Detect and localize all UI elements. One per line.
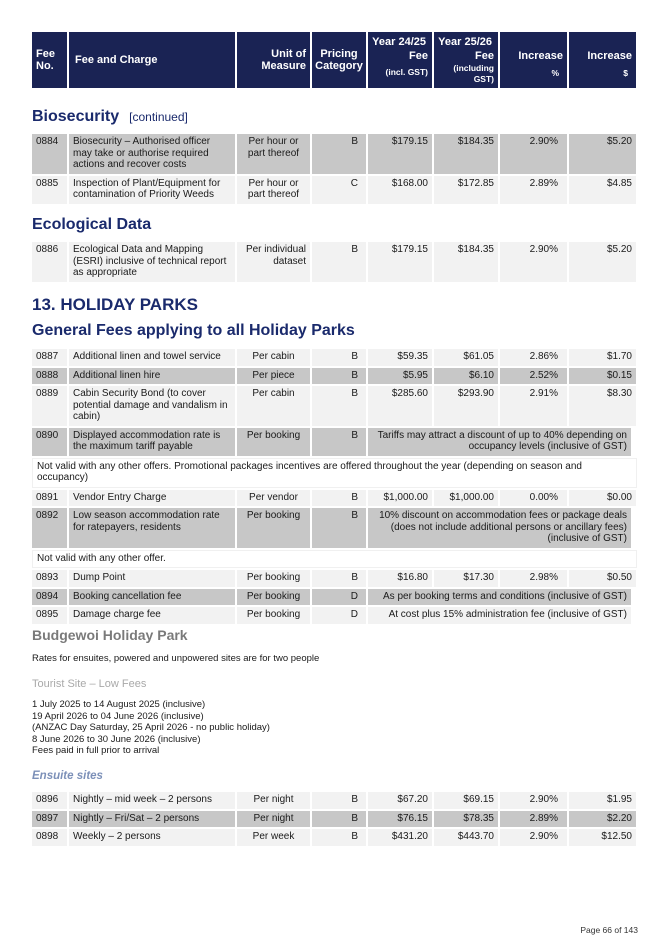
fee-description: Damage charge fee <box>69 607 235 624</box>
fee-description: Dump Point <box>69 570 235 587</box>
header-year2-label: Year 25/26 <box>438 36 492 48</box>
fee-note: At cost plus 15% administration fee (inclusive of GST) <box>368 607 631 624</box>
fee-description: Additional linen and towel service <box>69 349 235 366</box>
fee-no: 0888 <box>32 368 67 385</box>
fee-no: 0884 <box>32 134 67 174</box>
header-unit-of-measure: Unit of Measure <box>237 32 310 88</box>
fee-2526: $69.15 <box>434 792 498 809</box>
fee-2526: $443.70 <box>434 829 498 846</box>
increase-amt: $0.15 <box>569 368 636 385</box>
pricing-category: B <box>312 386 366 426</box>
increase-amt: $4.85 <box>569 176 636 204</box>
fee-no: 0893 <box>32 570 67 587</box>
increase-amt: $8.30 <box>569 386 636 426</box>
increase-amt: $1.95 <box>569 792 636 809</box>
increase-amt: $1.70 <box>569 349 636 366</box>
pricing-category: B <box>312 792 366 809</box>
date-line: 19 April 2026 to 04 June 2026 (inclusive) <box>32 710 204 722</box>
table-row <box>32 368 637 387</box>
page <box>32 32 637 842</box>
header-increase-pct-label: Increase <box>518 50 563 62</box>
tourist-site-dates <box>32 699 270 757</box>
header-year2-sub: (including GST) <box>453 63 494 84</box>
unit-of-measure: Per booking <box>237 508 310 548</box>
fee-2526: $172.85 <box>434 176 498 204</box>
fee-description: Nightly – mid week – 2 persons <box>69 792 235 809</box>
section-title-general-fees: General Fees applying to all Holiday Parks <box>32 322 355 339</box>
fee-2425: $168.00 <box>368 176 432 204</box>
table-row <box>32 607 637 626</box>
continued-label: [continued] <box>129 110 188 124</box>
offer-note: Not valid with any other offers. Promotional packages incentives are offered throughout the year (depending on season and occupancy) <box>32 458 637 488</box>
unit-of-measure: Per hour or part thereof <box>237 134 310 174</box>
pricing-category: B <box>312 570 366 587</box>
header-increase-amt <box>569 32 636 88</box>
fee-description: Additional linen hire <box>69 368 235 385</box>
unit-of-measure: Per hour or part thereof <box>237 176 310 204</box>
increase-amt: $0.00 <box>569 490 636 507</box>
ensuite-sites-title: Ensuite sites <box>32 770 103 782</box>
fee-2425: $76.15 <box>368 811 432 828</box>
table-row <box>32 490 637 509</box>
increase-pct: 2.86% <box>500 349 567 366</box>
increase-pct: 2.98% <box>500 570 567 587</box>
table-row <box>32 792 637 811</box>
section-title-holiday-parks: 13. HOLIDAY PARKS <box>32 295 198 314</box>
fee-no: 0889 <box>32 386 67 426</box>
pricing-category: B <box>312 829 366 846</box>
section-title-ecological: Ecological Data <box>32 216 152 233</box>
header-year1-sub: (incl. GST) <box>385 67 428 77</box>
table-row <box>32 386 637 428</box>
fee-2425: $179.15 <box>368 242 432 282</box>
increase-pct: 2.90% <box>500 792 567 809</box>
fee-description: Nightly – Fri/Sat – 2 persons <box>69 811 235 828</box>
fee-2425: $59.35 <box>368 349 432 366</box>
increase-pct: 2.90% <box>500 134 567 174</box>
increase-pct: 2.90% <box>500 242 567 282</box>
fee-note: Tariffs may attract a discount of up to 40% depending on occupancy levels (inclusive of GST) <box>368 428 631 456</box>
fee-2526: $1,000.00 <box>434 490 498 507</box>
fee-2526: $78.35 <box>434 811 498 828</box>
unit-of-measure: Per booking <box>237 607 310 624</box>
pricing-category: B <box>312 368 366 385</box>
increase-amt: $5.20 <box>569 134 636 174</box>
date-line: (ANZAC Day Saturday, 25 April 2026 - no public holiday) <box>32 722 270 733</box>
fee-no: 0891 <box>32 490 67 507</box>
general-fees-table <box>32 349 637 626</box>
fee-description: Cabin Security Bond (to cover potential damage and vandalism in cabin) <box>69 386 235 426</box>
fee-2526: $184.35 <box>434 242 498 282</box>
fee-no: 0898 <box>32 829 67 846</box>
budgewoi-intro: Rates for ensuites, powered and unpowered sites are for two people <box>32 653 320 664</box>
header-pricing-category: Pricing Category <box>312 32 366 88</box>
fee-no: 0886 <box>32 242 67 282</box>
pricing-category: C <box>312 176 366 204</box>
fee-2425: $1,000.00 <box>368 490 432 507</box>
table-row <box>32 349 637 368</box>
increase-pct: 2.52% <box>500 368 567 385</box>
fee-2526: $61.05 <box>434 349 498 366</box>
header-fee-no: Fee No. <box>32 32 67 88</box>
header-fee-and-charge: Fee and Charge <box>69 32 235 88</box>
date-line: 1 July 2025 to 14 August 2025 (inclusive) <box>32 699 206 710</box>
ecological-table <box>32 242 637 284</box>
fee-no: 0894 <box>32 589 67 606</box>
table-row <box>32 508 637 550</box>
offer-note: Not valid with any other offer. <box>32 550 637 569</box>
fee-description: Ecological Data and Mapping (ESRI) inclusive of technical report as appropriate <box>69 242 235 282</box>
pricing-category: D <box>312 607 366 624</box>
increase-pct: 2.89% <box>500 176 567 204</box>
table-row <box>32 242 637 284</box>
increase-pct: 2.89% <box>500 811 567 828</box>
increase-amt: $5.20 <box>569 242 636 282</box>
fee-no: 0896 <box>32 792 67 809</box>
unit-of-measure: Per booking <box>237 589 310 606</box>
increase-pct: 0.00% <box>500 490 567 507</box>
fee-description: Biosecurity – Authorised officer may take or authorise required actions and recover costs <box>69 134 235 174</box>
table-row <box>32 176 637 206</box>
fee-no: 0885 <box>32 176 67 204</box>
fee-no: 0890 <box>32 428 67 456</box>
fee-no: 0895 <box>32 607 67 624</box>
unit-of-measure: Per night <box>237 811 310 828</box>
fee-2526: $6.10 <box>434 368 498 385</box>
fee-no: 0892 <box>32 508 67 548</box>
fee-2425: $179.15 <box>368 134 432 174</box>
pricing-category: B <box>312 134 366 174</box>
fee-2425: $431.20 <box>368 829 432 846</box>
fee-2425: $67.20 <box>368 792 432 809</box>
date-line: Fees paid in full prior to arrival <box>32 745 160 756</box>
header-increase-amt-label: Increase <box>587 50 632 62</box>
ensuite-table <box>32 792 637 848</box>
table-row <box>32 589 637 608</box>
fee-description: Vendor Entry Charge <box>69 490 235 507</box>
section-title-biosecurity <box>32 108 188 126</box>
fee-description: Weekly – 2 persons <box>69 829 235 846</box>
unit-of-measure: Per cabin <box>237 386 310 426</box>
increase-amt: $0.50 <box>569 570 636 587</box>
biosecurity-title: Biosecurity <box>32 108 120 125</box>
table-row <box>32 428 637 458</box>
fee-no: 0887 <box>32 349 67 366</box>
header-year1-fee: Fee <box>409 50 428 62</box>
header-year-2425 <box>368 32 432 88</box>
unit-of-measure: Per vendor <box>237 490 310 507</box>
unit-of-measure: Per week <box>237 829 310 846</box>
unit-of-measure: Per booking <box>237 428 310 456</box>
fee-description: Displayed accommodation rate is the maximum tariff payable <box>69 428 235 456</box>
table-row <box>32 134 637 176</box>
pricing-category: B <box>312 490 366 507</box>
fee-note: 10% discount on accommodation fees or package deals (does not include additional persons or ancillary fees) (inclusive of GST) <box>368 508 631 548</box>
pricing-category: D <box>312 589 366 606</box>
unit-of-measure: Per cabin <box>237 349 310 366</box>
increase-pct: 2.91% <box>500 386 567 426</box>
budgewoi-title: Budgewoi Holiday Park <box>32 627 188 643</box>
fee-note: As per booking terms and conditions (inclusive of GST) <box>368 589 631 606</box>
fee-2526: $293.90 <box>434 386 498 426</box>
fee-no: 0897 <box>32 811 67 828</box>
table-row <box>32 570 637 589</box>
fee-2526: $184.35 <box>434 134 498 174</box>
increase-amt: $12.50 <box>569 829 636 846</box>
fee-2425: $285.60 <box>368 386 432 426</box>
unit-of-measure: Per individual dataset <box>237 242 310 282</box>
header-increase-pct-unit: % <box>551 68 559 78</box>
unit-of-measure: Per piece <box>237 368 310 385</box>
fee-description: Inspection of Plant/Equipment for contamination of Priority Weeds <box>69 176 235 204</box>
header-increase-amt-unit: $ <box>623 68 628 78</box>
biosecurity-table <box>32 134 637 206</box>
unit-of-measure: Per night <box>237 792 310 809</box>
pricing-category: B <box>312 349 366 366</box>
pricing-category: B <box>312 242 366 282</box>
header-year1-label: Year 24/25 <box>372 36 426 48</box>
header-increase-pct <box>500 32 567 88</box>
increase-pct: 2.90% <box>500 829 567 846</box>
tourist-site-title: Tourist Site – Low Fees <box>32 678 147 690</box>
fee-description: Booking cancellation fee <box>69 589 235 606</box>
fee-2526: $17.30 <box>434 570 498 587</box>
table-row <box>32 829 637 848</box>
header-year-2526 <box>434 32 498 88</box>
pricing-category: B <box>312 508 366 548</box>
increase-amt: $2.20 <box>569 811 636 828</box>
page-number: Page 66 of 143 <box>580 925 638 935</box>
pricing-category: B <box>312 811 366 828</box>
fee-description: Low season accommodation rate for ratepayers, residents <box>69 508 235 548</box>
table-row <box>32 811 637 830</box>
header-year2-fee: Fee <box>475 50 494 62</box>
pricing-category: B <box>312 428 366 456</box>
fee-2425: $16.80 <box>368 570 432 587</box>
unit-of-measure: Per booking <box>237 570 310 587</box>
fee-2425: $5.95 <box>368 368 432 385</box>
table-header <box>32 32 637 88</box>
date-line: 8 June 2026 to 30 June 2026 (inclusive) <box>32 733 201 745</box>
